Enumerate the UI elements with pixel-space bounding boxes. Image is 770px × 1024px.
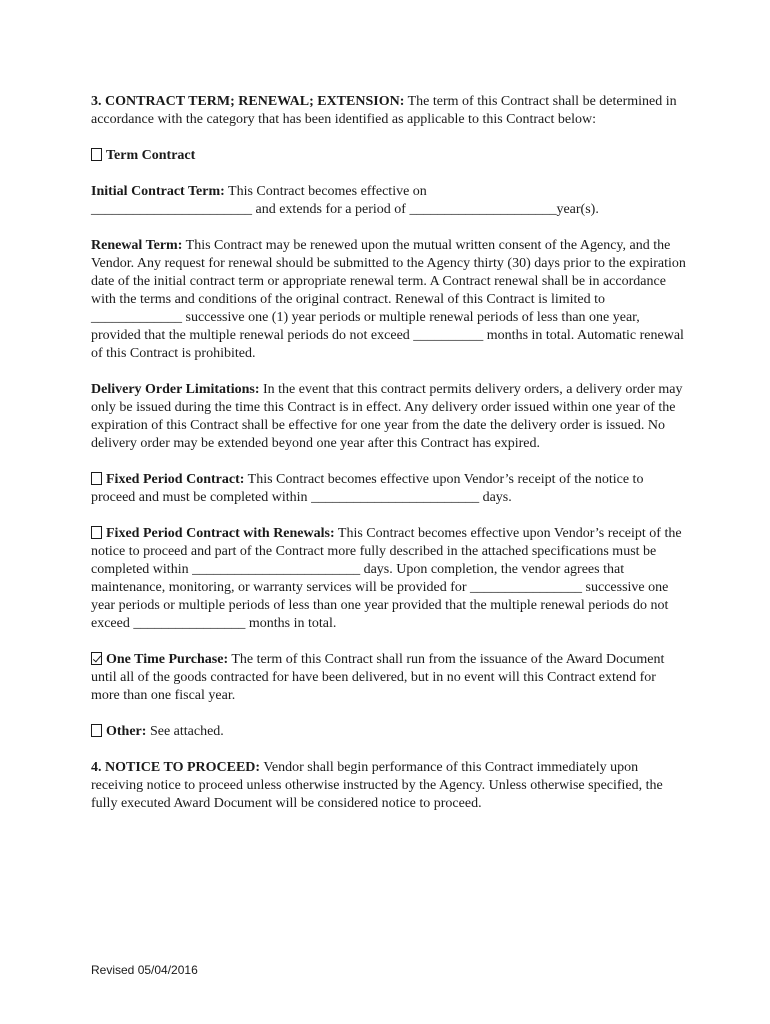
fixed-period-renewals-count-field[interactable]: ________________ [470,580,583,595]
fixed-period-option [91,471,687,507]
document-page [91,93,687,831]
renewal-term-heading: Renewal Term: [91,238,183,253]
effective-date-field[interactable]: _______________________ [91,202,252,217]
fixed-period-renewals-text-4: months in total. [248,616,337,631]
term-years-field[interactable]: _____________________ [409,202,557,217]
one-time-purchase-checkbox[interactable] [91,652,102,665]
renewal-months-field[interactable]: __________ [413,328,484,343]
section-4-text: Vendor shall begin performance of this Contract immediately upon receiving notice to proceed unless otherwise instructed by the Agency. Unless otherwise specified, the fully executed Award Document will be considered notice to proceed. [91,760,663,811]
one-time-purchase-heading: One Time Purchase: [106,652,229,667]
initial-contract-term [91,183,687,219]
fixed-period-days-field[interactable]: ________________________ [311,490,480,505]
fixed-period-renewals-checkbox[interactable] [91,526,102,539]
one-time-purchase-text: The term of this Contract shall run from the issuance of the Award Document until all of the goods contracted for have been delivered, but in no event will this Contract extend for more than one fiscal year. [91,652,665,703]
fixed-period-renewals-days-field[interactable]: ________________________ [192,562,361,577]
revision-footer: Revised 05/04/2016 [91,963,198,977]
renewal-term-text-3: months in total. Automatic renewal of this Contract is prohibited. [91,328,684,361]
other-heading: Other: [106,724,147,739]
fixed-period-text-2: days. [482,490,512,505]
delivery-order-heading: Delivery Order Limitations: [91,382,260,397]
delivery-order-limitations [91,381,687,453]
section-3-intro: The term of this Contract shall be determined in accordance with the category that has been identified as applicable to this Contract below: [91,94,677,127]
renewal-term-text-1: This Contract may be renewed upon the mutual written consent of the Agency, and the Vendor. Any request for renewal should be submitted to the Agency thirty (30) days prior to the expiration date of the initial contract term or appropriate renewal term. A Contract renewal shall be in accordance with the terms and conditions of the original contract. Renewal of this Contract is limited to [91,238,686,307]
fixed-period-heading: Fixed Period Contract: [106,472,245,487]
initial-term-heading: Initial Contract Term: [91,184,225,199]
renewal-term-text-2: successive one (1) year periods or multiple renewal periods of less than one year, provided that the multiple renewal periods do not exceed [91,310,640,343]
term-contract-checkbox[interactable] [91,148,102,161]
fixed-period-renewals-text-1: This Contract becomes effective upon Vendor’s receipt of the notice to proceed and part of the Contract more fully described in the attached specifications must be completed within [91,526,682,577]
section-4-notice-to-proceed [91,759,687,813]
fixed-period-renewals-text-3: successive one year periods or multiple periods of less than one year provided that the multiple renewal periods do not exceed [91,580,669,631]
fixed-period-renewals-option [91,525,687,633]
other-text: See attached. [149,724,224,739]
section-4-heading: 4. NOTICE TO PROCEED: [91,760,261,775]
initial-term-text-1: This Contract becomes effective on [228,184,427,199]
initial-term-text-2: and extends for a period of [255,202,406,217]
delivery-order-text: In the event that this contract permits delivery orders, a delivery order may only be issued during the time this Contract is in effect. Any delivery order issued within one year of the expiration of this Contract shall be effective for one year from the date the delivery order is issued. No delivery order may be extended beyond one year after this Contract has expired. [91,382,683,451]
fixed-period-renewals-heading: Fixed Period Contract with Renewals: [106,526,335,541]
section-3-heading: 3. CONTRACT TERM; RENEWAL; EXTENSION: [91,94,405,109]
fixed-period-text-1: This Contract becomes effective upon Vendor’s receipt of the notice to proceed and must be completed within [91,472,644,505]
term-contract-label: Term Contract [106,148,196,163]
term-contract-option [91,147,687,165]
fixed-period-checkbox[interactable] [91,472,102,485]
section-3-contract-term [91,93,687,129]
fixed-period-renewals-text-2: days. Upon completion, the vendor agrees that maintenance, monitoring, or warranty services will be provided for [91,562,625,595]
other-option [91,723,687,741]
fixed-period-renewals-months-field[interactable]: ________________ [133,616,246,631]
other-checkbox[interactable] [91,724,102,737]
renewal-term [91,237,687,363]
initial-term-text-3: year(s). [556,202,599,217]
renewal-count-field[interactable]: _____________ [91,310,182,325]
one-time-purchase-option [91,651,687,705]
